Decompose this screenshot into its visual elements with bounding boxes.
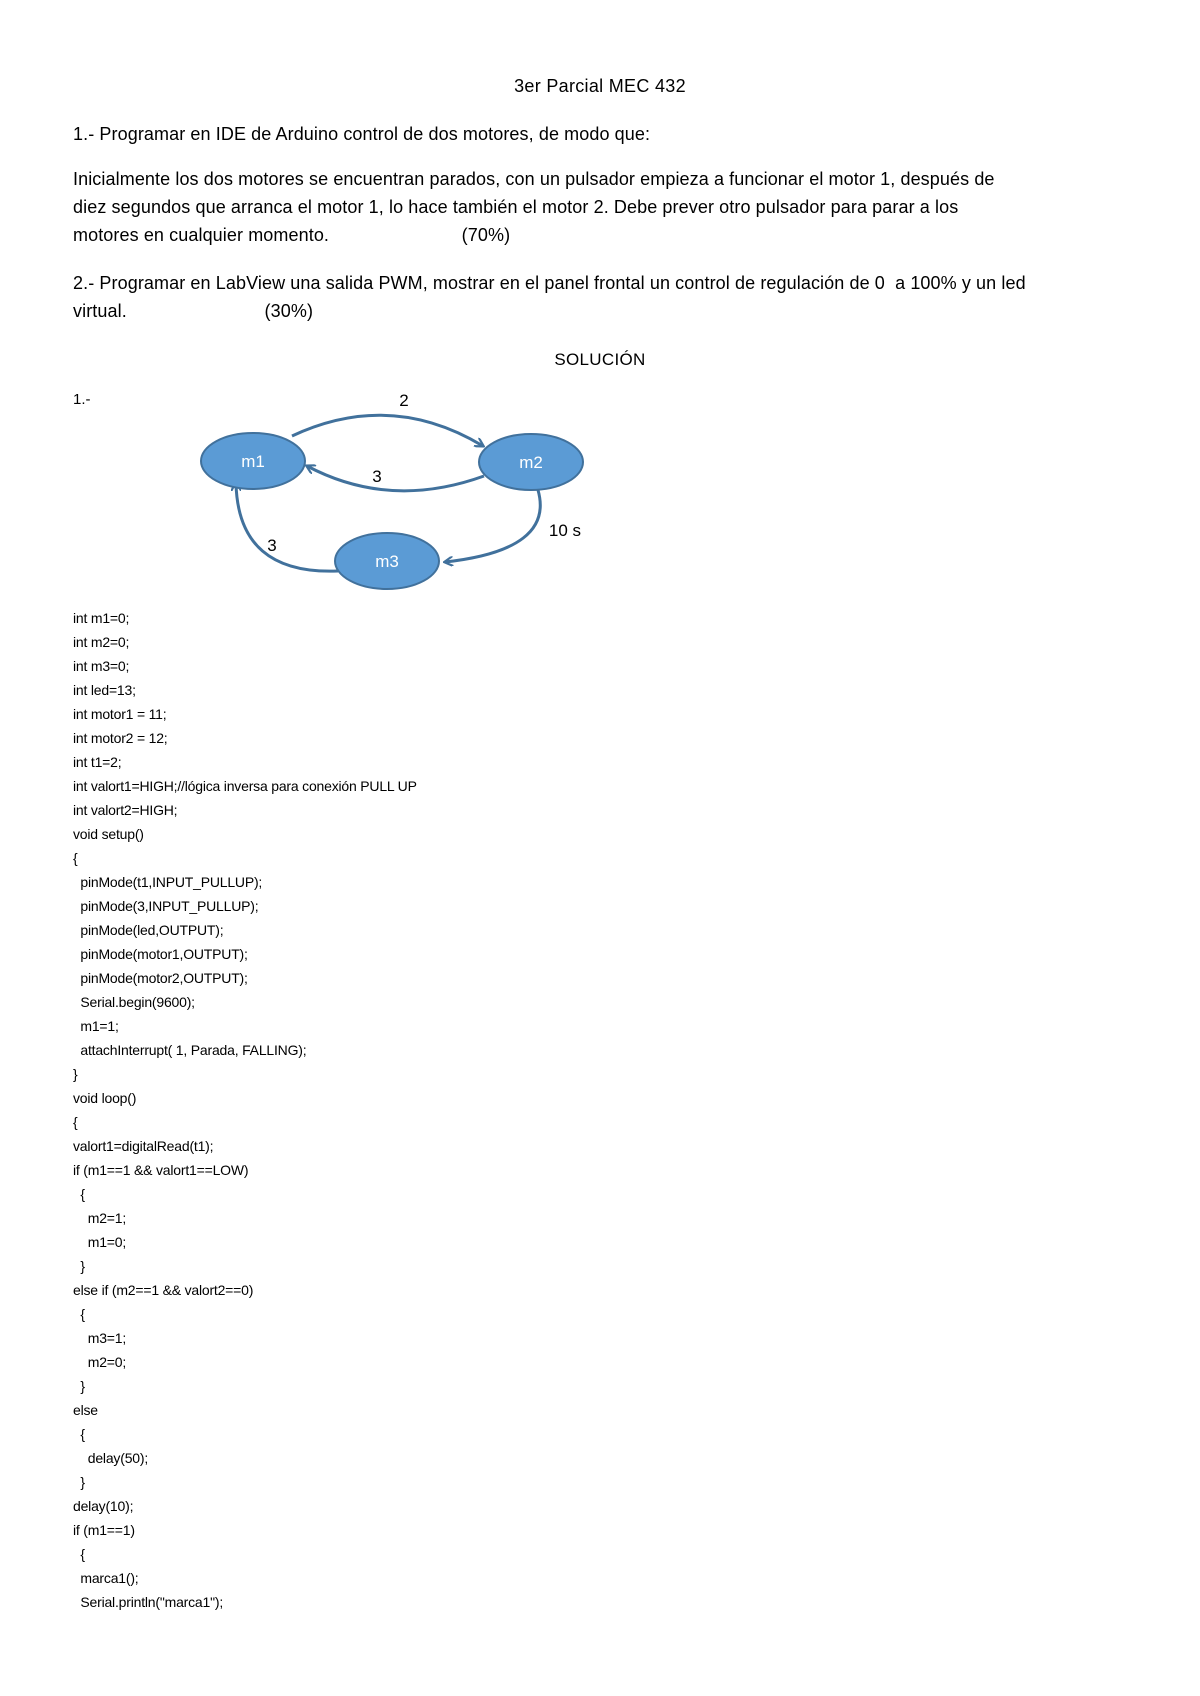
code-line: int led=13;: [73, 682, 136, 698]
code-line: valort1=digitalRead(t1);: [73, 1138, 214, 1154]
solution-heading: SOLUCIÓN: [554, 350, 646, 369]
code-line: {: [73, 1306, 85, 1322]
text-line: virtual. (30%): [73, 301, 314, 321]
code-line: {: [73, 1426, 85, 1442]
text-line: 2.- Programar en LabView una salida PWM, mostrar en el panel frontal un control de regulación de 0 a 100% y un led: [73, 273, 1026, 293]
code-listing: [73, 606, 973, 1614]
code-line: void loop(): [73, 1090, 137, 1106]
code-line: if (m1==1): [73, 1522, 135, 1538]
code-line: }: [73, 1378, 85, 1394]
code-line: void setup(): [73, 826, 144, 842]
code-line: {: [73, 1114, 78, 1130]
code-line: pinMode(3,INPUT_PULLUP);: [73, 898, 259, 914]
code-line: else: [73, 1402, 98, 1418]
code-line: int valort1=HIGH;//lógica inversa para conexión PULL UP: [73, 778, 417, 794]
text-line: diez segundos que arranca el motor 1, lo hace también el motor 2. Debe prever otro pulsador para parar a los: [73, 197, 959, 217]
edge-label-m1-m2: 2: [399, 391, 409, 410]
code-line: {: [73, 1186, 85, 1202]
document-title: 3er Parcial MEC 432: [514, 76, 686, 96]
code-line: delay(50);: [73, 1450, 149, 1466]
code-line: }: [73, 1474, 85, 1490]
code-line: if (m1==1 && valort1==LOW): [73, 1162, 249, 1178]
node-m1: [201, 433, 305, 489]
state-diagram: [0, 0, 1200, 600]
solution-number: 1.-: [73, 391, 91, 408]
node-m3: [335, 533, 439, 589]
code-line: int t1=2;: [73, 754, 122, 770]
edge-m3-to-m1: [236, 483, 338, 571]
code-line: m1=1;: [73, 1018, 119, 1034]
code-line: delay(10);: [73, 1498, 134, 1514]
code-line: {: [73, 1546, 85, 1562]
edge-m2-to-m3: [445, 490, 540, 562]
text-line: motores en cualquier momento. (70%): [73, 225, 511, 245]
code-line: Serial.println("marca1");: [73, 1594, 224, 1610]
edge-label-m2-m3: 10 s: [548, 521, 582, 540]
code-line: marca1();: [73, 1570, 139, 1586]
code-line: pinMode(motor2,OUTPUT);: [73, 970, 248, 986]
code-line: int m1=0;: [73, 610, 130, 626]
code-line: }: [73, 1066, 78, 1082]
code-line: int m3=0;: [73, 658, 130, 674]
node-m2: [479, 434, 583, 490]
node-m2-label: m2: [519, 453, 543, 472]
node-m1-label: m1: [241, 452, 265, 471]
text-line: Inicialmente los dos motores se encuentran parados, con un pulsador empieza a funcionar el motor 1, después de: [73, 169, 995, 189]
code-line: Serial.begin(9600);: [73, 994, 195, 1010]
text-line: 1.- Programar en IDE de Arduino control de dos motores, de modo que:: [73, 124, 651, 144]
code-line: else if (m2==1 && valort2==0): [73, 1282, 254, 1298]
code-line: m3=1;: [73, 1330, 127, 1346]
code-line: int motor2 = 12;: [73, 730, 168, 746]
edge-label-m3-m1: 3: [267, 536, 277, 555]
edge-label-m2-m1: 3: [372, 467, 382, 486]
code-line: int motor1 = 11;: [73, 706, 167, 722]
code-line: m2=1;: [73, 1210, 127, 1226]
code-line: int m2=0;: [73, 634, 130, 650]
code-line: m2=0;: [73, 1354, 127, 1370]
edge-m2-to-m1: [307, 466, 484, 491]
node-m3-label: m3: [375, 552, 399, 571]
code-line: pinMode(t1,INPUT_PULLUP);: [73, 874, 263, 890]
code-line: }: [73, 1258, 85, 1274]
code-line: {: [73, 850, 78, 866]
code-line: pinMode(motor1,OUTPUT);: [73, 946, 248, 962]
code-line: pinMode(led,OUTPUT);: [73, 922, 224, 938]
code-line: int valort2=HIGH;: [73, 802, 178, 818]
code-line: attachInterrupt( 1, Parada, FALLING);: [73, 1042, 307, 1058]
code-line: m1=0;: [73, 1234, 127, 1250]
edge-m1-to-m2: [292, 415, 483, 446]
